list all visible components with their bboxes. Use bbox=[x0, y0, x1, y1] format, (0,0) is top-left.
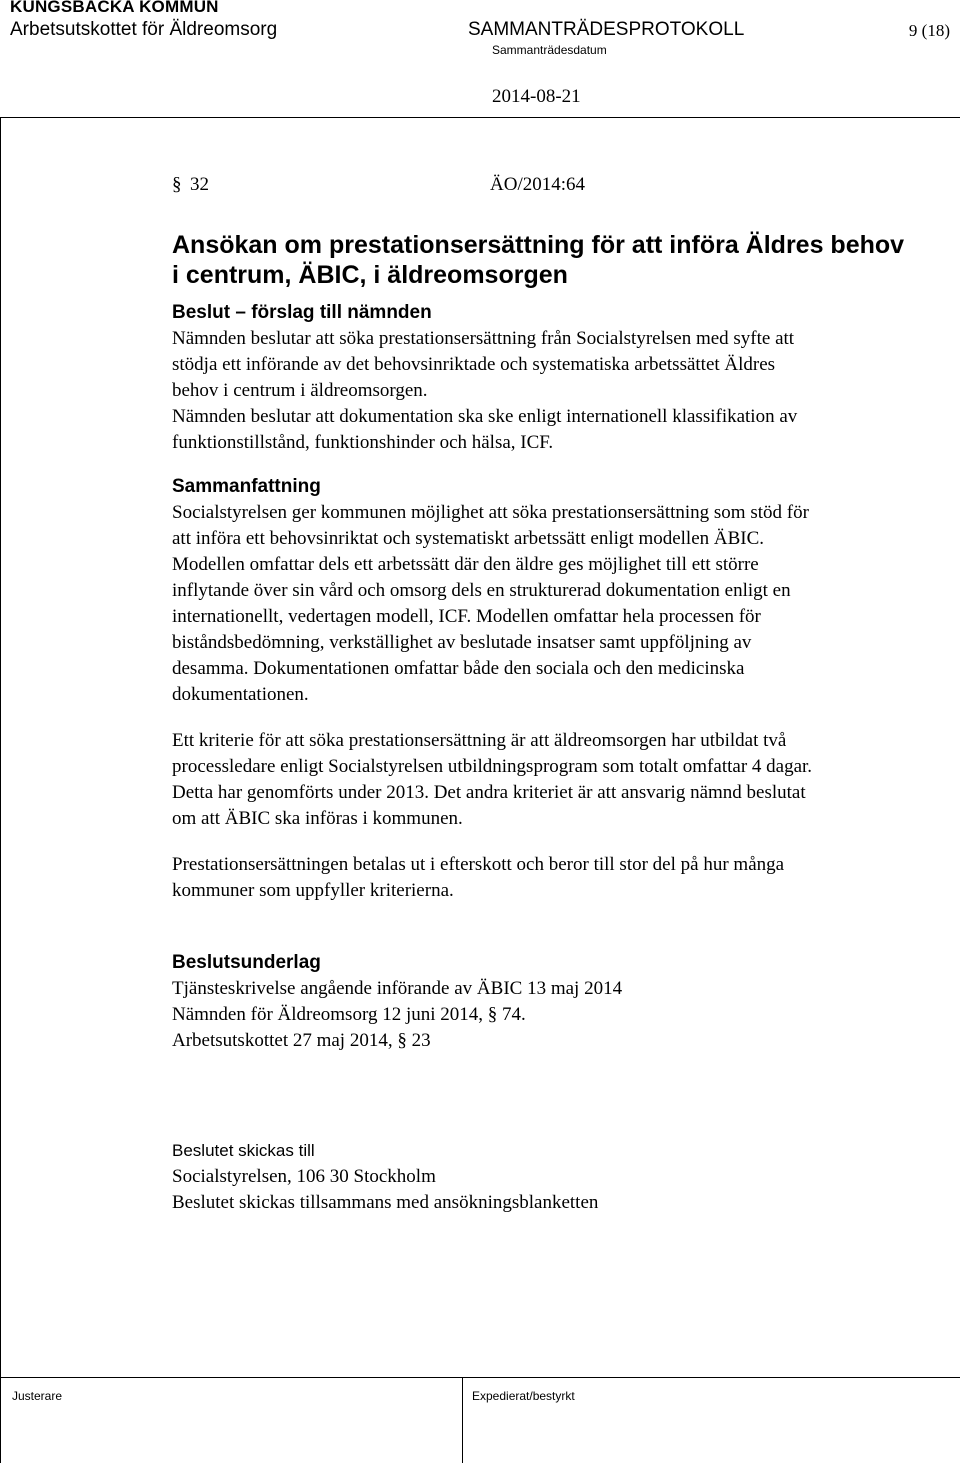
text-line: om att ÄBIC ska införas i kommunen. bbox=[172, 808, 463, 829]
section-symbol: § bbox=[172, 174, 182, 195]
beslutsunderlag-heading: Beslutsunderlag bbox=[172, 952, 321, 973]
sammanfattning-paragraph-3 bbox=[172, 852, 932, 904]
meeting-date-label: Sammanträdesdatum bbox=[492, 43, 607, 57]
text-line: Nämnden beslutar att söka prestationsersättning från Socialstyrelsen med syfte att bbox=[172, 328, 795, 349]
text-line: dokumentationen. bbox=[172, 684, 309, 705]
recipients-heading: Beslutet skickas till bbox=[172, 1141, 315, 1160]
header-rule bbox=[0, 117, 960, 118]
sammanfattning-paragraph-1 bbox=[172, 500, 932, 708]
item-title bbox=[172, 230, 932, 290]
text-line: stödja ett införande av det behovsinriktade och systematiska arbetssättet Äldres bbox=[172, 354, 776, 375]
text-line: Detta har genomförts under 2013. Det andra kriteriet är att ansvarig nämnd beslutat bbox=[172, 782, 806, 803]
recipients-list bbox=[172, 1164, 932, 1216]
page-number: 9 (18) bbox=[908, 21, 950, 40]
justerare-label: Justerare bbox=[12, 1389, 63, 1403]
text-line: kommuner som uppfyller kriterierna. bbox=[172, 880, 454, 901]
paragraph-reference bbox=[172, 168, 932, 204]
list-item: Beslutet skickas tillsammans med ansökningsblanketten bbox=[172, 1192, 599, 1213]
footer-divider bbox=[462, 1377, 463, 1463]
department-name: Arbetsutskottet för Äldreomsorg bbox=[10, 19, 278, 40]
title-line: Ansökan om prestationsersättning för att införa Äldres behov bbox=[172, 231, 905, 259]
list-item: Nämnden för Äldreomsorg 12 juni 2014, § 74. bbox=[172, 1004, 526, 1025]
text-line: internationellt, vedertagen modell, ICF. Modellen omfattar hela processen för bbox=[172, 606, 761, 627]
text-line: processledare enligt Socialstyrelsen utbildningsprogram som totalt omfattar 4 dagar. bbox=[172, 756, 813, 777]
sammanfattning-heading: Sammanfattning bbox=[172, 476, 321, 497]
list-item: Arbetsutskottet 27 maj 2014, § 23 bbox=[172, 1030, 431, 1051]
organization-name: KUNGSBACKA KOMMUN bbox=[10, 0, 219, 16]
document-type: SAMMANTRÄDESPROTOKOLL bbox=[468, 19, 745, 40]
beslutsunderlag-list bbox=[172, 976, 932, 1054]
text-line: biståndsbedömning, verkställighet av beslutade insatser samt uppföljning av bbox=[172, 632, 752, 653]
text-line: Nämnden beslutar att dokumentation ska ske enligt internationell klassifikation av bbox=[172, 406, 798, 427]
case-number: ÄO/2014:64 bbox=[490, 174, 585, 195]
text-line: behov i centrum i äldreomsorgen. bbox=[172, 380, 428, 401]
meeting-date: 2014-08-21 bbox=[492, 86, 581, 107]
text-line: desamma. Dokumentationen omfattar både den sociala och den medicinska bbox=[172, 658, 745, 679]
text-line: Modellen omfattar dels ett arbetssätt där den äldre ges möjlighet till ett större bbox=[172, 554, 759, 575]
footer-rule bbox=[0, 1377, 960, 1378]
text-line: Socialstyrelsen ger kommunen möjlighet att söka prestationsersättning som stöd för bbox=[172, 502, 809, 523]
text-line: Prestationsersättningen betalas ut i efterskott och beror till stor del på hur många bbox=[172, 854, 785, 875]
text-line: att införa ett behovsinriktat och systematiskt arbetssätt enligt modellen ÄBIC. bbox=[172, 528, 765, 549]
left-margin-rule bbox=[0, 117, 1, 1463]
expedierat-label: Expedierat/bestyrkt bbox=[472, 1389, 575, 1403]
paragraph-number: 32 bbox=[190, 174, 209, 195]
text-line: inflytande över sin vård och omsorg dels en strukturerad dokumentation enligt en bbox=[172, 580, 791, 601]
sammanfattning-paragraph-2 bbox=[172, 728, 932, 832]
protocol-body bbox=[172, 168, 932, 1216]
text-line: Ett kriterie för att söka prestationsersättning är att äldreomsorgen har utbildat två bbox=[172, 730, 787, 751]
title-line: i centrum, ÄBIC, i äldreomsorgen bbox=[172, 261, 568, 289]
list-item: Tjänsteskrivelse angående införande av ÄBIC 13 maj 2014 bbox=[172, 978, 623, 999]
beslut-heading: Beslut – förslag till nämnden bbox=[172, 302, 432, 323]
text-line: funktionstillstånd, funktionshinder och hälsa, ICF. bbox=[172, 432, 554, 453]
list-item: Socialstyrelsen, 106 30 Stockholm bbox=[172, 1166, 436, 1187]
beslut-text bbox=[172, 326, 932, 456]
